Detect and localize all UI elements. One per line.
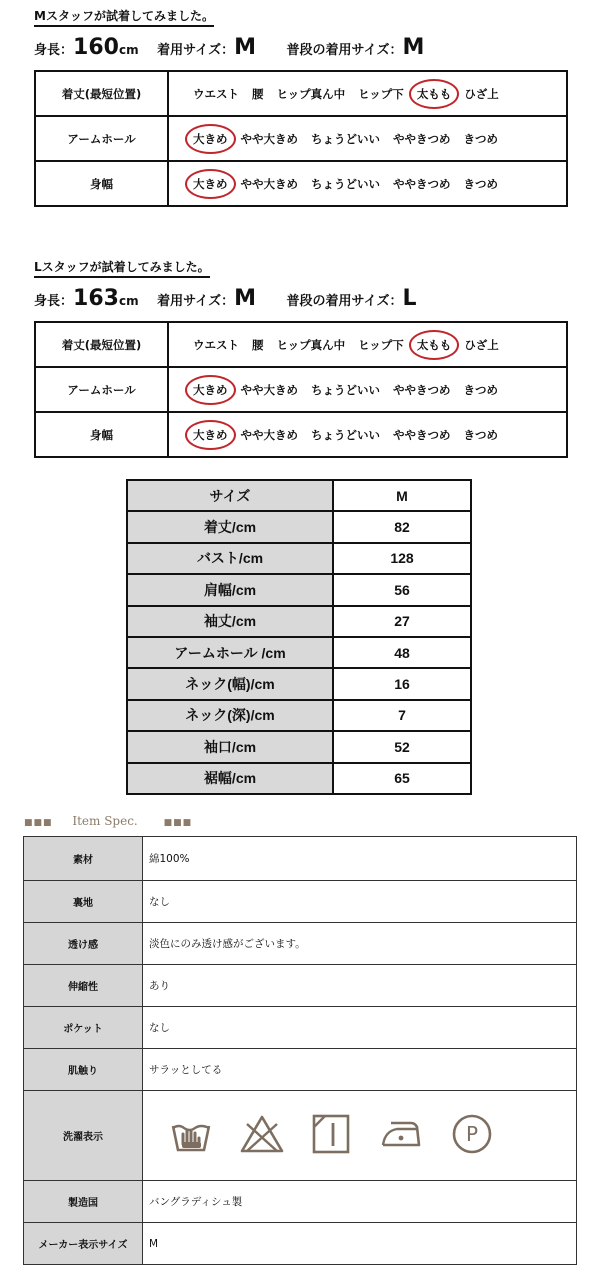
spec-key: 素材 xyxy=(24,837,143,881)
spec-key: 伸縮性 xyxy=(24,965,143,1007)
staff-l-stats xyxy=(34,286,417,311)
staff-m-stats xyxy=(34,35,424,60)
size-measure-label: バスト/cm xyxy=(127,543,333,574)
spec-value: M xyxy=(143,1223,577,1265)
spec-key: メーカー表示サイズ xyxy=(24,1223,143,1265)
spec-value xyxy=(143,1091,577,1181)
size-measure-label: アームホール /cm xyxy=(127,637,333,668)
spec-key: 肌触り xyxy=(24,1049,143,1091)
fit-options xyxy=(168,161,567,206)
size-measure-value: 16 xyxy=(333,668,471,699)
care-icons xyxy=(149,1113,576,1158)
spec-row xyxy=(24,923,577,965)
height-label: 身長： xyxy=(34,294,74,309)
spec-value: なし xyxy=(143,1007,577,1049)
fit-option-selected: 大きめ xyxy=(193,382,228,397)
spec-key: 製造国 xyxy=(24,1181,143,1223)
fit-option: ちょうどいい xyxy=(311,382,380,397)
staff-l-fit-table xyxy=(34,321,568,458)
size-row xyxy=(127,511,471,542)
height-value: 160 xyxy=(73,35,119,60)
height-value: 163 xyxy=(73,286,119,311)
fit-option-selected: 太もも xyxy=(416,86,452,101)
fit-row-label: 身幅 xyxy=(35,412,168,457)
fit-option: ややきつめ xyxy=(393,427,451,442)
size-measure-value: 128 xyxy=(333,543,471,574)
fit-option: 腰 xyxy=(252,86,264,101)
size-row xyxy=(127,543,471,574)
size-measure-value: 65 xyxy=(333,763,471,794)
fit-row-label: アームホール xyxy=(35,116,168,161)
staff-m-fit-table xyxy=(34,70,568,207)
fit-option-selected: 大きめ xyxy=(193,427,228,442)
item-spec-heading xyxy=(24,814,192,828)
fit-options xyxy=(168,116,567,161)
size-measure-label: 裾幅/cm xyxy=(127,763,333,794)
spec-row xyxy=(24,1049,577,1091)
fit-option: きつめ xyxy=(463,427,498,442)
fit-option: ひざ上 xyxy=(464,337,499,352)
fit-option-selected: 太もも xyxy=(416,337,452,352)
spec-key: 透け感 xyxy=(24,923,143,965)
spec-row xyxy=(24,1223,577,1265)
worn-size-value: M xyxy=(234,35,256,60)
size-row xyxy=(127,637,471,668)
fit-option: やや大きめ xyxy=(240,427,298,442)
size-row xyxy=(127,700,471,731)
fit-option: きつめ xyxy=(463,131,498,146)
line-dry-shade-icon xyxy=(311,1113,351,1158)
height-unit: cm xyxy=(118,294,139,308)
fit-row-label: 着丈(最短位置) xyxy=(35,322,168,367)
spec-value: サラッとしてる xyxy=(143,1049,577,1091)
usual-size-value: M xyxy=(402,35,425,60)
fit-option: 腰 xyxy=(252,337,264,352)
height-unit: cm xyxy=(118,43,139,57)
fit-option: ちょうどいい xyxy=(311,131,380,146)
spec-key: ポケット xyxy=(24,1007,143,1049)
spec-value: あり xyxy=(143,965,577,1007)
no-bleach-icon xyxy=(239,1114,285,1157)
fit-row-label: 身幅 xyxy=(35,161,168,206)
fit-option: きつめ xyxy=(463,382,498,397)
fit-option: ウエスト xyxy=(193,337,239,352)
fit-option: やや大きめ xyxy=(240,382,298,397)
fit-options xyxy=(168,322,567,367)
fit-option: ややきつめ xyxy=(393,382,451,397)
spec-row xyxy=(24,837,577,881)
size-header-label: サイズ xyxy=(127,480,333,511)
spec-value: 綿100% xyxy=(143,837,577,881)
fit-row-label: 着丈(最短位置) xyxy=(35,71,168,116)
size-measure-label: 着丈/cm xyxy=(127,511,333,542)
size-measure-value: 52 xyxy=(333,731,471,762)
size-measure-label: 袖丈/cm xyxy=(127,606,333,637)
title-marks-left: ■■■ xyxy=(24,818,53,828)
size-measure-label: ネック(深)/cm xyxy=(127,700,333,731)
fit-option: ヒップ下 xyxy=(358,337,404,352)
size-header-row xyxy=(127,480,471,511)
fit-option: ややきつめ xyxy=(393,131,451,146)
spec-row xyxy=(24,1091,577,1181)
svg-text:P: P xyxy=(465,1122,479,1146)
fit-row xyxy=(35,71,567,116)
worn-size-label: 着用サイズ： xyxy=(157,43,235,58)
spec-row xyxy=(24,965,577,1007)
spec-key: 裏地 xyxy=(24,881,143,923)
staff-l-title: Lスタッフが試着してみました。 xyxy=(34,258,210,278)
staff-m-title: Mスタッフが試着してみました。 xyxy=(34,7,214,27)
size-measure-label: 肩幅/cm xyxy=(127,574,333,605)
item-spec-title: Item Spec. xyxy=(72,814,138,828)
fit-option: ウエスト xyxy=(193,86,239,101)
fit-row xyxy=(35,367,567,412)
size-header-value: M xyxy=(333,480,471,511)
size-row xyxy=(127,731,471,762)
fit-option: ヒップ下 xyxy=(358,86,404,101)
spec-row xyxy=(24,881,577,923)
usual-size-label: 普段の着用サイズ： xyxy=(286,294,403,309)
size-table xyxy=(126,479,472,795)
dry-clean-p-icon xyxy=(451,1113,493,1158)
size-measure-value: 48 xyxy=(333,637,471,668)
fit-options xyxy=(168,367,567,412)
hand-wash-icon xyxy=(169,1114,213,1157)
size-measure-value: 56 xyxy=(333,574,471,605)
fit-options xyxy=(168,412,567,457)
size-measure-label: 袖口/cm xyxy=(127,731,333,762)
fit-option: ややきつめ xyxy=(393,176,451,191)
fit-option: きつめ xyxy=(463,176,498,191)
fit-row-label: アームホール xyxy=(35,367,168,412)
spec-key: 洗濯表示 xyxy=(24,1091,143,1181)
low-iron-icon xyxy=(377,1117,425,1154)
worn-size-label: 着用サイズ： xyxy=(157,294,235,309)
fit-row xyxy=(35,161,567,206)
size-measure-value: 7 xyxy=(333,700,471,731)
fit-row xyxy=(35,322,567,367)
spec-value: バングラディシュ製 xyxy=(143,1181,577,1223)
fit-option: やや大きめ xyxy=(240,176,298,191)
fit-option: やや大きめ xyxy=(240,131,298,146)
usual-size-label: 普段の着用サイズ： xyxy=(286,43,403,58)
fit-row xyxy=(35,116,567,161)
fit-option: ヒップ真ん中 xyxy=(276,337,346,352)
size-row xyxy=(127,574,471,605)
size-row xyxy=(127,763,471,794)
fit-option: ちょうどいい xyxy=(311,427,380,442)
fit-option-selected: 大きめ xyxy=(193,131,228,146)
title-marks-right: ■■■ xyxy=(163,818,193,828)
size-measure-label: ネック(幅)/cm xyxy=(127,668,333,699)
height-label: 身長： xyxy=(34,43,74,58)
spec-row xyxy=(24,1181,577,1223)
fit-option: ひざ上 xyxy=(464,86,499,101)
spec-value: 淡色にのみ透け感がございます。 xyxy=(143,923,577,965)
worn-size-value: M xyxy=(234,286,256,311)
fit-option: ヒップ真ん中 xyxy=(276,86,346,101)
size-row xyxy=(127,668,471,699)
fit-option: ちょうどいい xyxy=(311,176,380,191)
size-measure-value: 27 xyxy=(333,606,471,637)
size-measure-value: 82 xyxy=(333,511,471,542)
fit-options xyxy=(168,71,567,116)
item-spec-table xyxy=(23,836,577,1265)
spec-row xyxy=(24,1007,577,1049)
spec-value: なし xyxy=(143,881,577,923)
size-row xyxy=(127,606,471,637)
usual-size-value: L xyxy=(402,286,417,311)
fit-option-selected: 大きめ xyxy=(193,176,228,191)
fit-row xyxy=(35,412,567,457)
